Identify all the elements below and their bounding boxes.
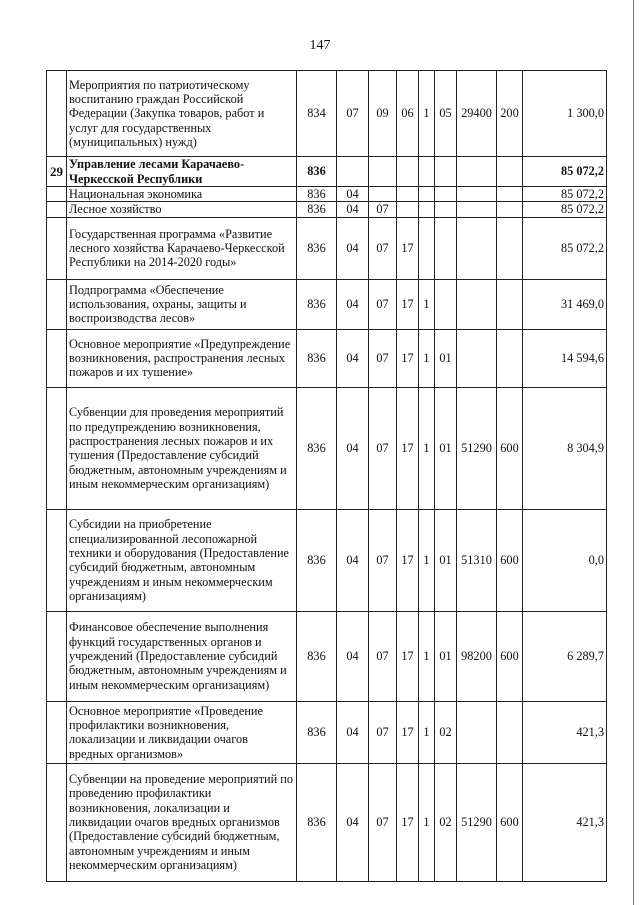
cell-num <box>47 279 67 329</box>
table-row <box>47 509 607 611</box>
cell-name: Субсидии на приобретение специализированной лесопожарной техники и оборудования (Предоставление субсидий бюджетным, автономным учреждениям и иным некоммерческим организациям) <box>67 509 297 611</box>
cell-sum: 8 304,9 <box>523 387 607 509</box>
cell-num <box>47 509 67 611</box>
cell-p3 <box>435 187 457 202</box>
cell-rz: 04 <box>337 202 369 217</box>
cell-pr: 07 <box>369 509 397 611</box>
cell-ved: 836 <box>297 509 337 611</box>
cell-p1: 17 <box>397 329 419 387</box>
cell-num <box>47 217 67 279</box>
cell-rz: 04 <box>337 187 369 202</box>
cell-p3 <box>435 202 457 217</box>
cell-p2 <box>419 187 435 202</box>
cell-pr: 07 <box>369 217 397 279</box>
cell-p1: 17 <box>397 509 419 611</box>
cell-vr <box>497 157 523 187</box>
cell-p2: 1 <box>419 71 435 157</box>
cell-p1: 17 <box>397 217 419 279</box>
cell-p4 <box>457 157 497 187</box>
cell-p4 <box>457 329 497 387</box>
cell-vr: 600 <box>497 763 523 881</box>
cell-p2 <box>419 217 435 279</box>
cell-name: Национальная экономика <box>67 187 297 202</box>
cell-p3 <box>435 217 457 279</box>
cell-p3: 05 <box>435 71 457 157</box>
cell-p2: 1 <box>419 387 435 509</box>
cell-name: Основное мероприятие «Предупреждение возникновения, распространения лесных пожаров и их тушение» <box>67 329 297 387</box>
table-row <box>47 217 607 279</box>
cell-num: 29 <box>47 157 67 187</box>
cell-p1: 06 <box>397 71 419 157</box>
cell-p4 <box>457 217 497 279</box>
cell-rz: 07 <box>337 71 369 157</box>
table-row <box>47 701 607 763</box>
cell-sum: 85 072,2 <box>523 202 607 217</box>
cell-p4: 51310 <box>457 509 497 611</box>
cell-sum: 85 072,2 <box>523 157 607 187</box>
cell-vr: 600 <box>497 387 523 509</box>
cell-pr: 07 <box>369 279 397 329</box>
scan-edge-line <box>633 0 634 905</box>
cell-sum: 85 072,2 <box>523 217 607 279</box>
cell-ved: 836 <box>297 187 337 202</box>
cell-num <box>47 202 67 217</box>
cell-p1: 17 <box>397 387 419 509</box>
cell-sum: 6 289,7 <box>523 611 607 701</box>
cell-name: Государственная программа «Развитие лесного хозяйства Карачаево-Черкесской Республики на 2014-2020 годы» <box>67 217 297 279</box>
cell-sum: 85 072,2 <box>523 187 607 202</box>
cell-vr <box>497 202 523 217</box>
cell-p3 <box>435 157 457 187</box>
cell-p4 <box>457 187 497 202</box>
cell-p3: 02 <box>435 701 457 763</box>
cell-pr: 07 <box>369 701 397 763</box>
cell-ved: 834 <box>297 71 337 157</box>
table-row <box>47 387 607 509</box>
cell-p1 <box>397 187 419 202</box>
cell-num <box>47 763 67 881</box>
cell-ved: 836 <box>297 202 337 217</box>
cell-p1 <box>397 157 419 187</box>
cell-num <box>47 329 67 387</box>
cell-p4 <box>457 202 497 217</box>
page-number: 147 <box>309 38 331 53</box>
cell-rz: 04 <box>337 279 369 329</box>
cell-ved: 836 <box>297 763 337 881</box>
table-row <box>47 279 607 329</box>
cell-vr <box>497 217 523 279</box>
cell-p2: 1 <box>419 279 435 329</box>
table-row <box>47 187 607 202</box>
cell-p1 <box>397 202 419 217</box>
cell-pr: 07 <box>369 611 397 701</box>
cell-p2: 1 <box>419 329 435 387</box>
cell-ved: 836 <box>297 701 337 763</box>
cell-p2: 1 <box>419 701 435 763</box>
cell-name: Лесное хозяйство <box>67 202 297 217</box>
cell-vr <box>497 329 523 387</box>
cell-sum: 421,3 <box>523 763 607 881</box>
cell-p2: 1 <box>419 509 435 611</box>
cell-p4: 98200 <box>457 611 497 701</box>
table-row <box>47 202 607 217</box>
cell-p1: 17 <box>397 763 419 881</box>
cell-pr: 07 <box>369 202 397 217</box>
cell-p4: 51290 <box>457 387 497 509</box>
cell-p4 <box>457 701 497 763</box>
cell-pr: 07 <box>369 329 397 387</box>
cell-num <box>47 387 67 509</box>
cell-vr <box>497 279 523 329</box>
cell-ved: 836 <box>297 387 337 509</box>
cell-p1: 17 <box>397 611 419 701</box>
cell-num <box>47 187 67 202</box>
table-row <box>47 763 607 881</box>
cell-rz <box>337 157 369 187</box>
cell-pr <box>369 187 397 202</box>
cell-rz: 04 <box>337 217 369 279</box>
table-row <box>47 329 607 387</box>
cell-pr <box>369 157 397 187</box>
cell-p3: 02 <box>435 763 457 881</box>
cell-p2 <box>419 157 435 187</box>
cell-p2 <box>419 202 435 217</box>
budget-table-body <box>47 71 607 882</box>
cell-p1: 17 <box>397 279 419 329</box>
cell-ved: 836 <box>297 611 337 701</box>
cell-vr: 600 <box>497 611 523 701</box>
cell-rz: 04 <box>337 763 369 881</box>
cell-pr: 09 <box>369 71 397 157</box>
cell-rz: 04 <box>337 701 369 763</box>
cell-p2: 1 <box>419 611 435 701</box>
cell-sum: 421,3 <box>523 701 607 763</box>
cell-name: Финансовое обеспечение выполнения функций государственных органов и учреждений (Предоставление субсидий бюджетным, автономным учреждениям и иным некоммерческим организациям) <box>67 611 297 701</box>
cell-p3: 01 <box>435 329 457 387</box>
cell-p3 <box>435 279 457 329</box>
cell-name: Мероприятия по патриотическому воспитанию граждан Российской Федерации (Закупка товаров, работ и услуг для государственных (муниципальных) нужд) <box>67 71 297 157</box>
cell-num <box>47 71 67 157</box>
cell-num <box>47 611 67 701</box>
cell-sum: 31 469,0 <box>523 279 607 329</box>
cell-sum: 0,0 <box>523 509 607 611</box>
cell-pr: 07 <box>369 763 397 881</box>
cell-vr: 200 <box>497 71 523 157</box>
cell-num <box>47 701 67 763</box>
cell-p3: 01 <box>435 509 457 611</box>
cell-rz: 04 <box>337 611 369 701</box>
cell-p2: 1 <box>419 763 435 881</box>
cell-rz: 04 <box>337 509 369 611</box>
cell-name: Основное мероприятие «Проведение профилактики возникновения, локализации и ликвидации очагов вредных организмов» <box>67 701 297 763</box>
cell-p1: 17 <box>397 701 419 763</box>
cell-ved: 836 <box>297 217 337 279</box>
cell-ved: 836 <box>297 329 337 387</box>
cell-p4: 51290 <box>457 763 497 881</box>
cell-name: Подпрограмма «Обеспечение использования, охраны, защиты и воспроизводства лесов» <box>67 279 297 329</box>
cell-vr <box>497 701 523 763</box>
cell-vr: 600 <box>497 509 523 611</box>
cell-p4 <box>457 279 497 329</box>
cell-rz: 04 <box>337 329 369 387</box>
cell-vr <box>497 187 523 202</box>
cell-ved: 836 <box>297 279 337 329</box>
table-row <box>47 611 607 701</box>
cell-p3: 01 <box>435 387 457 509</box>
cell-sum: 1 300,0 <box>523 71 607 157</box>
table-row <box>47 157 607 187</box>
cell-pr: 07 <box>369 387 397 509</box>
cell-name: Субвенции на проведение мероприятий по проведению профилактики возникновения, локализации и ликвидации очагов вредных организмов (Предоставление субсидий бюджетным, автономным учреждениям и иным некоммерческим организациям) <box>67 763 297 881</box>
cell-name: Субвенции для проведения мероприятий по предупреждению возникновения, распространения лесных пожаров и их тушения (Предоставление субсидий бюджетным, автономным учреждениям и иным некоммерческим организациям) <box>67 387 297 509</box>
table-row <box>47 71 607 157</box>
cell-sum: 14 594,6 <box>523 329 607 387</box>
cell-p3: 01 <box>435 611 457 701</box>
budget-table <box>46 70 607 882</box>
cell-ved: 836 <box>297 157 337 187</box>
cell-name: Управление лесами Карачаево-Черкесской Республики <box>67 157 297 187</box>
cell-p4: 29400 <box>457 71 497 157</box>
cell-rz: 04 <box>337 387 369 509</box>
